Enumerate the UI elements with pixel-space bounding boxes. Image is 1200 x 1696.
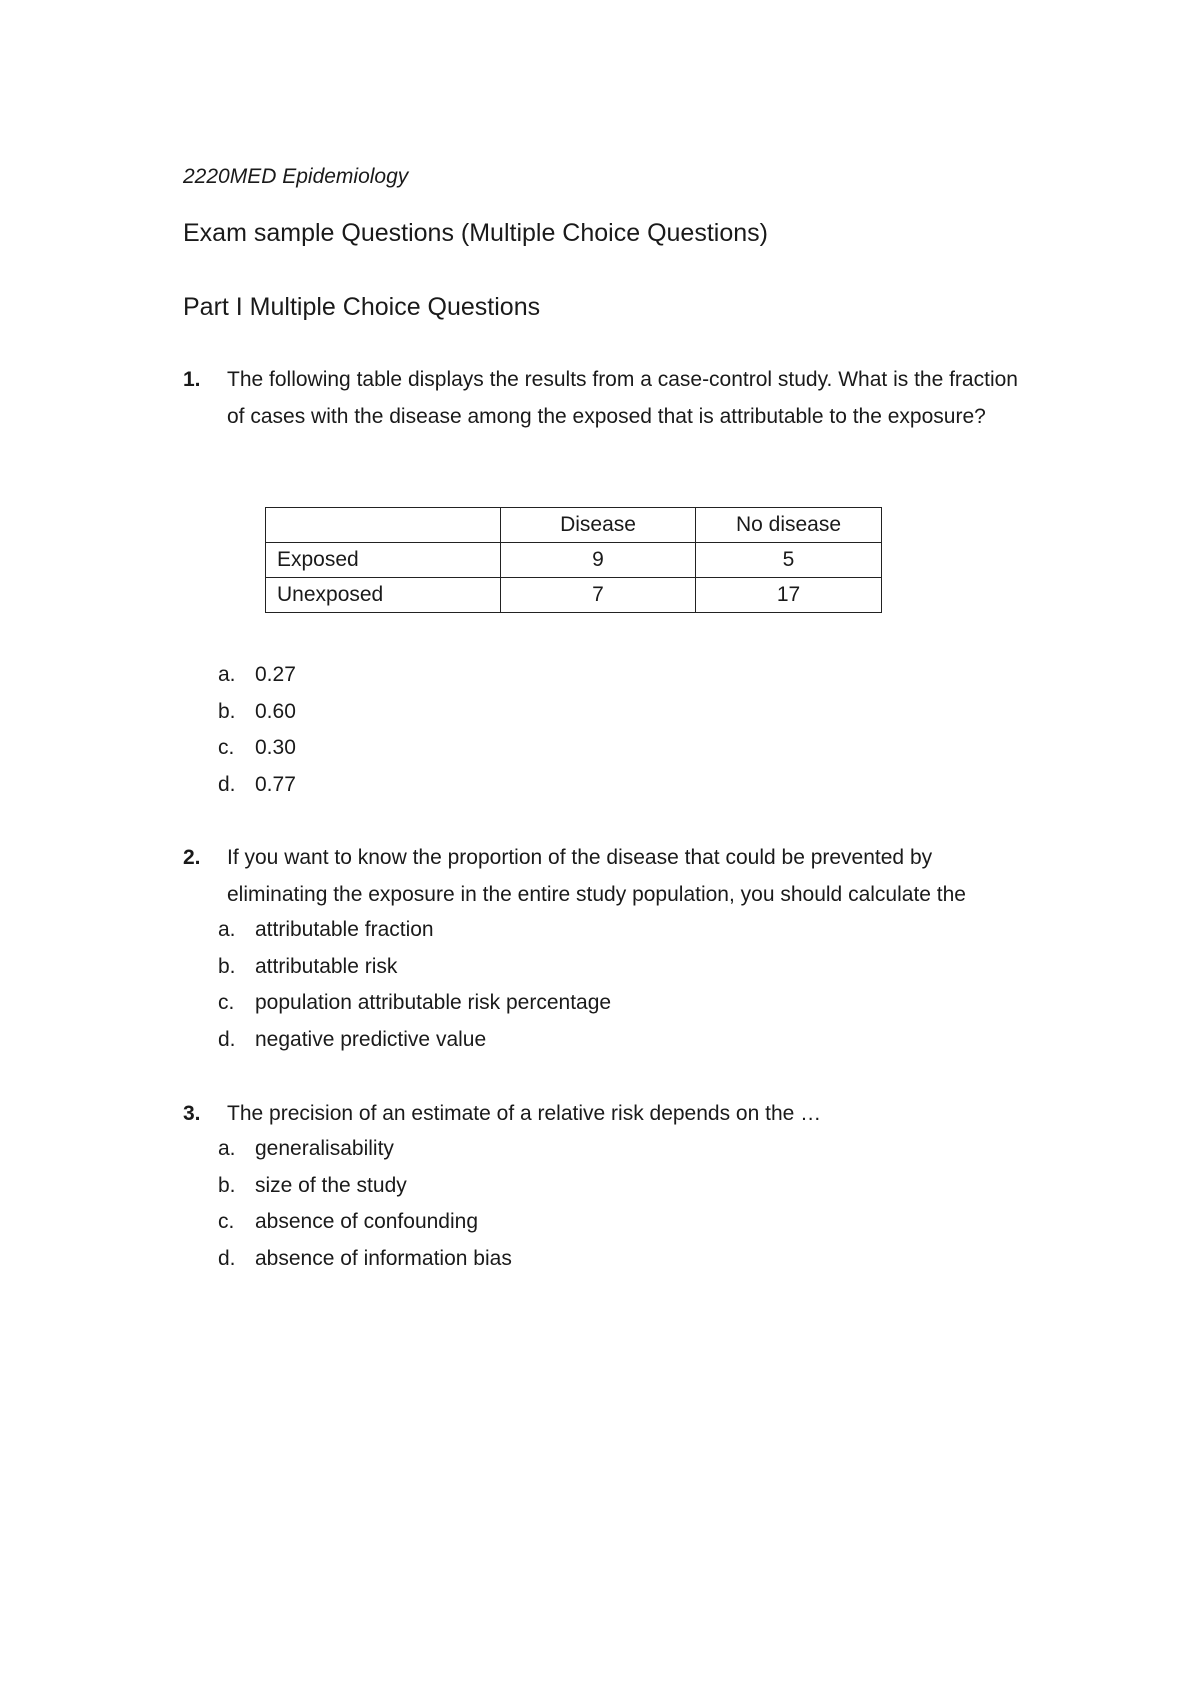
- table-row-label: Exposed: [266, 543, 501, 578]
- option-item: [218, 1131, 512, 1168]
- option-item: [218, 1204, 512, 1241]
- table-header-cell: Disease: [501, 508, 696, 543]
- option-letter: a.: [218, 918, 236, 941]
- option-item: [218, 1022, 611, 1059]
- option-text: 0.77: [255, 772, 296, 796]
- question-number: 3.: [183, 1102, 201, 1125]
- option-letter: b.: [218, 699, 236, 723]
- option-letter: a.: [218, 663, 236, 686]
- option-letter: b.: [218, 954, 236, 978]
- option-item: [218, 1168, 512, 1205]
- question-2: [183, 840, 1043, 913]
- option-text: absence of information bias: [255, 1246, 512, 1270]
- case-control-table: [265, 507, 882, 613]
- option-item: [218, 985, 611, 1022]
- table-cell: 7: [501, 578, 696, 613]
- question-text: The following table displays the results from a case-control study. What is the fraction of cases with the disease among the exposed that is attributable to the exposure?: [227, 368, 1018, 428]
- option-text: 0.60: [255, 699, 296, 723]
- option-text: generalisability: [255, 1137, 394, 1160]
- exam-title: Exam sample Questions (Multiple Choice Questions): [183, 219, 768, 247]
- option-item: [218, 949, 611, 986]
- option-letter: c.: [218, 736, 235, 759]
- question-text: If you want to know the proportion of the disease that could be prevented by eliminating the exposure in the entire study population, you should calculate the: [227, 846, 966, 906]
- table-header-row: [266, 508, 882, 543]
- table-row: [266, 578, 882, 613]
- option-letter: c.: [218, 1210, 235, 1233]
- question-1: [183, 362, 1043, 435]
- option-letter: a.: [218, 1137, 236, 1160]
- question-text: The precision of an estimate of a relative risk depends on the …: [227, 1102, 822, 1125]
- option-letter: c.: [218, 991, 235, 1014]
- question-1-options: [218, 657, 296, 803]
- table-cell: 5: [696, 543, 882, 578]
- option-letter: b.: [218, 1173, 236, 1197]
- option-text: absence of confounding: [255, 1210, 479, 1233]
- table-row-label: Unexposed: [266, 578, 501, 613]
- table-cell: 9: [501, 543, 696, 578]
- option-text: negative predictive value: [255, 1027, 487, 1051]
- option-letter: d.: [218, 772, 236, 796]
- question-3-options: [218, 1131, 512, 1277]
- table-row: [266, 543, 882, 578]
- option-item: [218, 767, 296, 804]
- option-item: [218, 694, 296, 731]
- option-text: 0.30: [255, 736, 296, 759]
- part-title: Part I Multiple Choice Questions: [183, 293, 541, 321]
- option-item: [218, 912, 611, 949]
- option-item: [218, 657, 296, 694]
- course-title: 2220MED Epidemiology: [183, 165, 409, 188]
- option-text: population attributable risk percentage: [255, 991, 612, 1014]
- option-text: size of the study: [255, 1173, 407, 1197]
- question-3: [183, 1096, 1043, 1133]
- option-text: attributable fraction: [255, 918, 434, 941]
- option-text: 0.27: [255, 663, 296, 686]
- question-2-options: [218, 912, 611, 1058]
- option-letter: d.: [218, 1027, 236, 1051]
- question-number: 2.: [183, 846, 201, 869]
- option-letter: d.: [218, 1246, 236, 1270]
- question-number: 1.: [183, 368, 201, 391]
- table-cell: 17: [696, 578, 882, 613]
- option-item: [218, 1241, 512, 1278]
- table-header-cell: [266, 508, 501, 543]
- option-text: attributable risk: [255, 954, 398, 978]
- option-item: [218, 730, 296, 767]
- table-header-cell: No disease: [696, 508, 882, 543]
